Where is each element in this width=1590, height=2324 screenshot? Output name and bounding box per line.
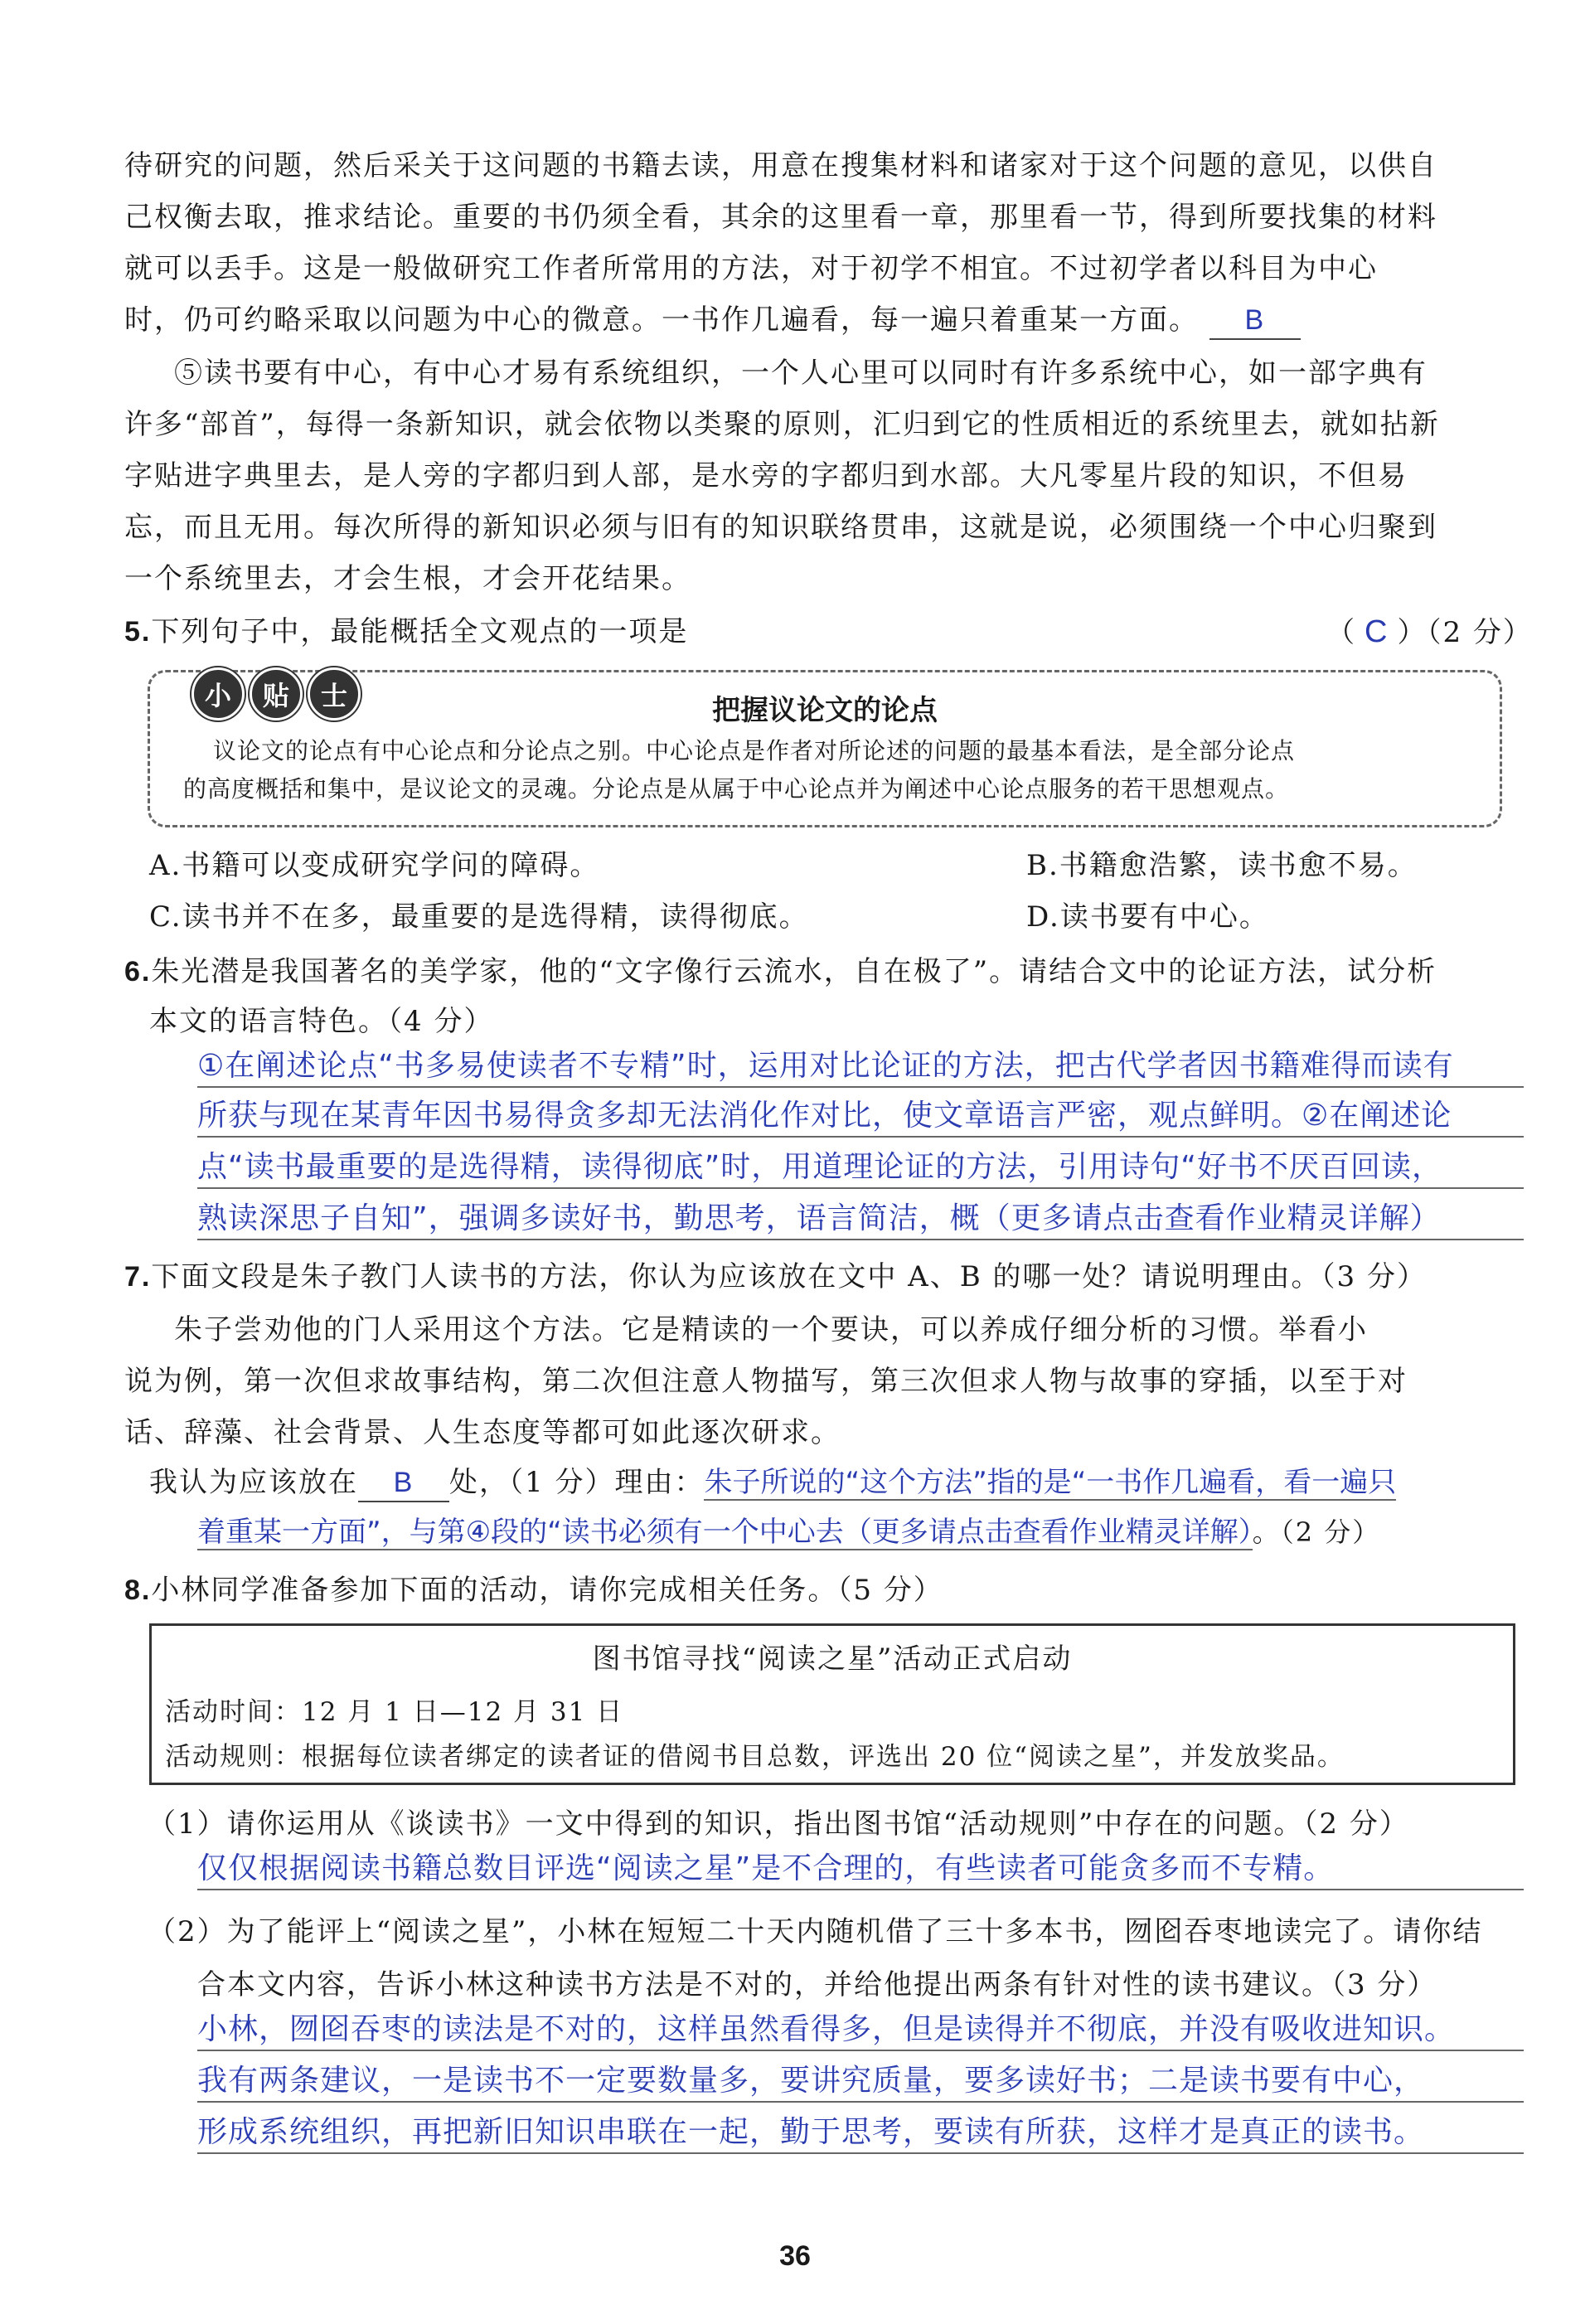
para5-line: 许多“部首”，每得一条新知识，就会依物以类聚的原则，汇归到它的性质相近的系统里去，就如拈新 bbox=[124, 408, 1440, 441]
question-5: 5.下列句子中，最能概括全文观点的一项是 bbox=[124, 615, 689, 648]
q6-answer-line: 点“读书最重要的是选得精，读得彻底”时，用道理论证的方法，引用诗句“好书不厌百回读， bbox=[197, 1147, 1524, 1189]
tip-badge-char: 小 bbox=[191, 667, 245, 720]
q8-sub2-line2: 合本文内容，告诉小林这种读书方法是不对的，并给他提出两条有针对性的读书建议。（3 分） bbox=[197, 1968, 1437, 2001]
q8-answer2-line: 我有两条建议，一是读书不一定要数量多，要讲究质量，要多读好书；二是读书要有中心， bbox=[197, 2061, 1524, 2103]
q6-answer-line: ①在阐述论点“书多易使读者不专精”时，运用对比论证的方法，把古代学者因书籍难得而读有 bbox=[197, 1046, 1524, 1088]
tip-box bbox=[148, 670, 1502, 827]
q7-reason-row: 着重某一方面”，与第④段的“读书必须有一个中心去（更多请点击查看作业精灵详解）。（2 分） bbox=[197, 1516, 1381, 1549]
tip-title: 把握议论文的论点 bbox=[712, 694, 938, 727]
q6-answer-line: 所获与现在某青年因书易得贪多却无法消化作对比，使文章语言严密，观点鲜明。②在阐述论 bbox=[197, 1096, 1524, 1138]
option-d: D.读书要有中心。 bbox=[1026, 900, 1269, 934]
question-5-answer-slot: （ C ）（2 分） bbox=[1326, 614, 1533, 649]
q7-reason-line2: 着重某一方面”，与第④段的“读书必须有一个中心去（更多请点击查看作业精灵详解） bbox=[197, 1516, 1253, 1549]
passage-line: 己权衡去取，推求结论。重要的书仍须全看，其余的这里看一章，那里看一节，得到所要找集的材料 bbox=[124, 201, 1437, 234]
option-a: A.书籍可以变成研究学问的障碍。 bbox=[149, 849, 600, 882]
q7-quote-line: 说为例，第一次但求故事结构，第二次但注意人物描写，第三次但求人物与故事的穿插，以至于对 bbox=[124, 1365, 1408, 1398]
activity-notice-box bbox=[149, 1623, 1515, 1785]
q7-quote-line: 话、辞藻、社会背景、人生态度等都可如此逐次研求。 bbox=[124, 1416, 841, 1449]
question-6: 6.朱光潜是我国著名的美学家，他的“文字像行云流水，自在极了”。请结合文中的论证方法，试分析 bbox=[124, 955, 1437, 988]
tip-badge-char: 士 bbox=[308, 667, 361, 720]
option-c: C.读书并不在多，最重要的是选得精，读得彻底。 bbox=[149, 900, 809, 934]
activity-title: 图书馆寻找“阅读之星”活动正式启动 bbox=[592, 1642, 1073, 1676]
mark-b: B bbox=[1209, 302, 1301, 340]
tip-badge-char: 贴 bbox=[250, 667, 303, 720]
passage-line: 时，仍可约略采取以问题为中心的微意。一书作几遍看，每一遍只着重某一方面。 B bbox=[124, 302, 1517, 340]
passage-line: 就可以丢手。这是一般做研究工作者所常用的方法，对于初学不相宜。不过初学者以科目为中心 bbox=[124, 252, 1378, 285]
q8-sub2-line1: （2）为了能评上“阅读之星”，小林在短短二十天内随机借了三十多本书，囫囵吞枣地读完了。请你结 bbox=[148, 1915, 1483, 1948]
para5-line: 一个系统里去，才会生根，才会开花结果。 bbox=[124, 562, 691, 595]
question-6-line2: 本文的语言特色。（4 分） bbox=[149, 1005, 494, 1038]
question-7: 7.下面文段是朱子教门人读书的方法，你认为应该放在文中 A、B 的哪一处？请说明理由。（3 分） bbox=[124, 1260, 1427, 1293]
q8-answer2-line: 形成系统组织，再把新旧知识串联在一起，勤于思考，要读有所获，这样才是真正的读书。 bbox=[197, 2113, 1524, 2154]
para5-line: ⑤读书要有中心，有中心才易有系统组织，一个人心里可以同时有许多系统中心，如一部字典有 bbox=[174, 357, 1428, 390]
option-b: B.书籍愈浩繁，读书愈不易。 bbox=[1026, 849, 1418, 882]
passage-line: 待研究的问题，然后采关于这问题的书籍去读，用意在搜集材料和诸家对于这个问题的意见，以供自 bbox=[124, 149, 1437, 182]
page-number: 36 bbox=[779, 2240, 811, 2272]
q7-answer-row: 我认为应该放在 B 处，（1 分）理由：朱子所说的“这个方法”指的是“一书作几遍看，看一遍只 bbox=[149, 1464, 1525, 1502]
para5-line: 字贴进字典里去，是人旁的字都归到人部，是水旁的字都归到水部。大凡零星片段的知识，不但易 bbox=[124, 459, 1408, 492]
para5-line: 忘，而且无用。每次所得的新知识必须与旧有的知识联络贯串，这就是说，必须围绕一个中心归聚到 bbox=[124, 511, 1437, 544]
q7-blank: B bbox=[358, 1464, 449, 1502]
activity-rule: 活动规则：根据每位读者绑定的读者证的借阅书目总数，评选出 20 位“阅读之星”，并发放奖品。 bbox=[165, 1742, 1345, 1772]
question-8: 8.小林同学准备参加下面的活动，请你完成相关任务。（5 分） bbox=[124, 1574, 943, 1607]
q6-answer-line: 熟读深思子自知”，强调多读好书，勤思考，语言简洁，概（更多请点击查看作业精灵详解） bbox=[197, 1199, 1524, 1240]
q8-sub1: （1）请你运用从《谈读书》一文中得到的知识，指出图书馆“活动规则”中存在的问题。（2 分） bbox=[148, 1807, 1409, 1841]
activity-time: 活动时间：12 月 1 日—12 月 31 日 bbox=[165, 1697, 624, 1727]
q7-reason-line1: 朱子所说的“这个方法”指的是“一书作几遍看，看一遍只 bbox=[704, 1466, 1397, 1499]
q8-answer2-line: 小林，囫囵吞枣的读法是不对的，这样虽然看得多，但是读得并不彻底，并没有吸收进知识。 bbox=[197, 2010, 1524, 2051]
tip-body: 议论文的论点有中心论点和分论点之别。中心论点是作者对所论述的问题的最基本看法，是全部分论点 的高度概括和集中，是议论文的灵魂。分论点是从属于中心论点并为阐述中心论点服务的若干思想观点。 bbox=[183, 737, 1296, 803]
q7-quote-line: 朱子尝劝他的门人采用这个方法。它是精读的一个要诀，可以养成仔细分析的习惯。举看小 bbox=[174, 1313, 1368, 1346]
q8-answer1: 仅仅根据阅读书籍总数目评选“阅读之星”是不合理的，有些读者可能贪多而不专精。 bbox=[197, 1849, 1524, 1890]
answer-c: C bbox=[1365, 614, 1389, 649]
